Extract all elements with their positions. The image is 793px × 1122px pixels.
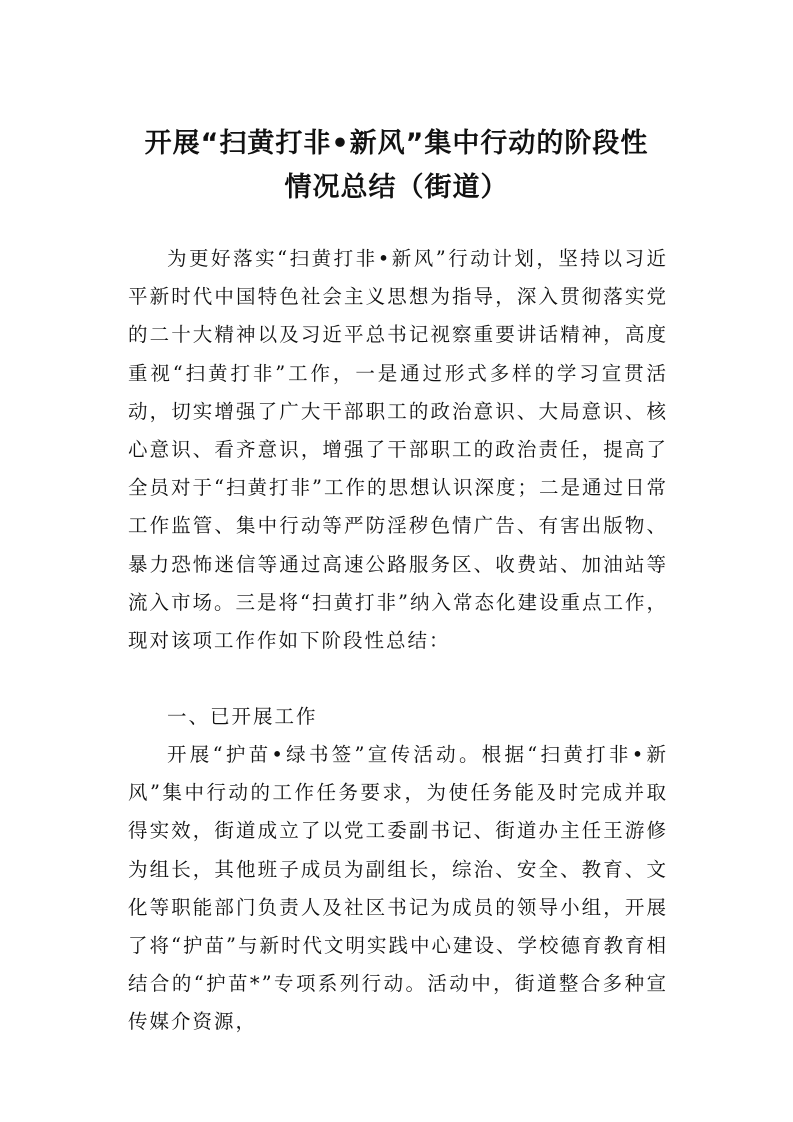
section-heading-completed-work: 一、已开展工作 <box>167 705 318 728</box>
paragraph-intro: 为更好落实“扫黄打非•新风”行动计划，坚持以习近平新时代中国特色社会主义思想为指导，深入贯彻落实党的二十大精神以及习近平总书记视察重要讲话精神，高度重视“扫黄打非”工作，一是通过形式多样的学习宣贯活动，切实增强了广大干部职工的政治意识、大局意识、核心意识、看齐意识，增强了干部职工的政治责任，提高了全员对于“扫黄打非”工作的思想认识深度；二是通过日常工作监管、集中行动等严防淫秽色情广告、有害出版物、暴力恐怖迷信等通过高速公路服务区、收费站、加油站等流入市场。三是将“扫黄打非”纳入常态化建设重点工作，现对该项工作作如下阶段性总结： <box>128 247 668 653</box>
document-title-line-1: 开展“扫黄打非•新风”集中行动的阶段性 <box>144 128 649 159</box>
paragraph-campaign: 开展“护苗•绿书签”宣传活动。根据“扫黄打非•新风”集中行动的工作任务要求，为使任务能及时完成并取得实效，街道成立了以党工委副书记、街道办主任王游修为组长，其他班子成员为副组长，综治、安全、教育、文化等职能部门负责人及社区书记为成员的领导小组，开展了将“护苗”与新时代文明实践中心建设、学校德育教育相结合的“护苗*”专项系列行动。活动中，街道整合多种宣传媒介资源， <box>128 743 668 1034</box>
document-title-line-2: 情况总结（街道） <box>284 172 509 203</box>
